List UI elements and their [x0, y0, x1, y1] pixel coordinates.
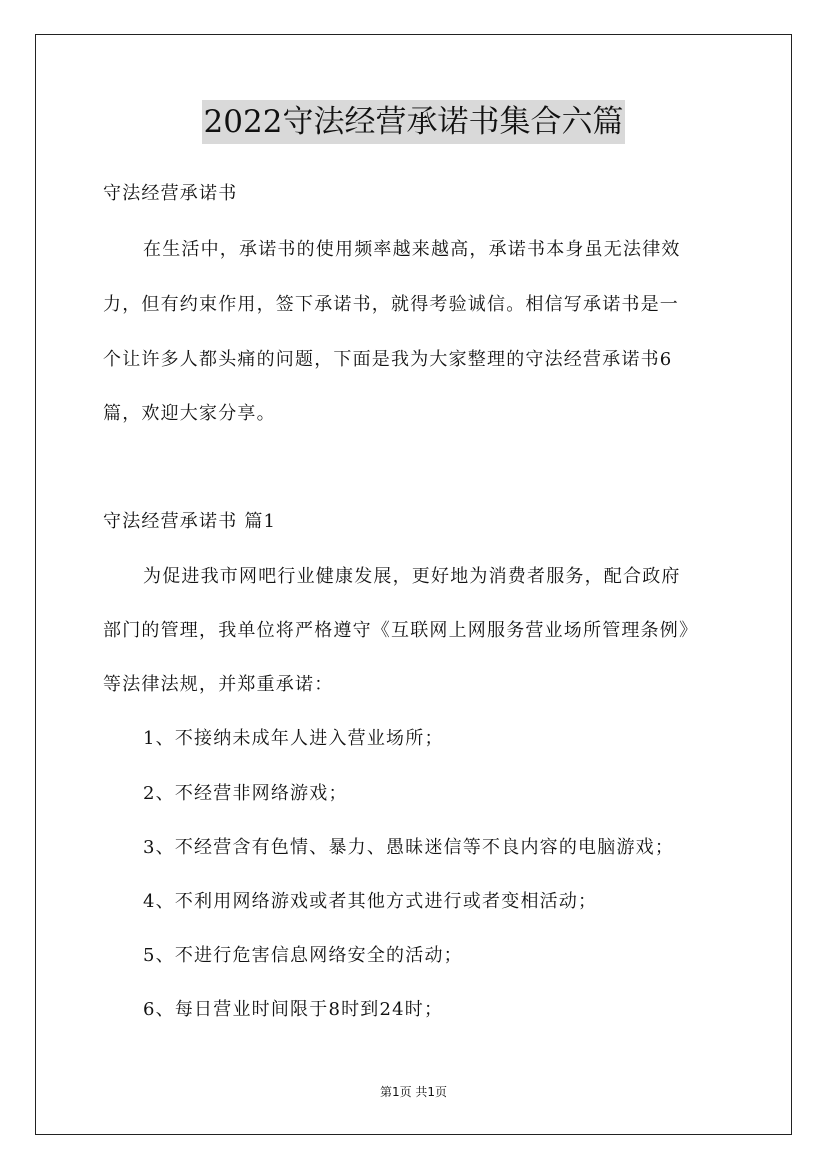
list-item: 2、不经营非网络游戏； [143, 783, 348, 804]
page-footer: 第1页 共1页 [379, 1085, 448, 1099]
section-heading: 守法经营承诺书 篇1 [103, 511, 277, 532]
paragraph-line: 篇，欢迎大家分享。 [103, 403, 276, 424]
document-title: 2022守法经营承诺书集合六篇 [202, 100, 626, 144]
list-item: 3、不经营含有色情、暴力、愚昧迷信等不良内容的电脑游戏； [143, 837, 675, 858]
list-item: 4、不利用网络游戏或者其他方式进行或者变相活动； [143, 891, 598, 912]
paragraph-line: 个让许多人都头痛的问题，下面是我为大家整理的守法经营承诺书6 [103, 349, 673, 370]
paragraph-line: 在生活中，承诺书的使用频率越来越高，承诺书本身虽无法律效 [143, 239, 681, 260]
paragraph-line: 部门的管理，我单位将严格遵守《互联网上网服务营业场所管理条例》 [103, 620, 699, 641]
list-item: 6、每日营业时间限于8时到24时； [143, 999, 444, 1020]
list-item: 1、不接纳未成年人进入营业场所； [143, 728, 444, 749]
paragraph-line: 力，但有约束作用，签下承诺书，就得考验诚信。相信写承诺书是一 [103, 294, 679, 315]
list-item: 5、不进行危害信息网络安全的活动； [143, 945, 463, 966]
title-container [0, 100, 827, 144]
paragraph-line: 为促进我市网吧行业健康发展，更好地为消费者服务，配合政府 [143, 566, 681, 587]
paragraph-line: 等法律法规，并郑重承诺： [103, 674, 334, 695]
section-heading: 守法经营承诺书 [103, 183, 238, 204]
